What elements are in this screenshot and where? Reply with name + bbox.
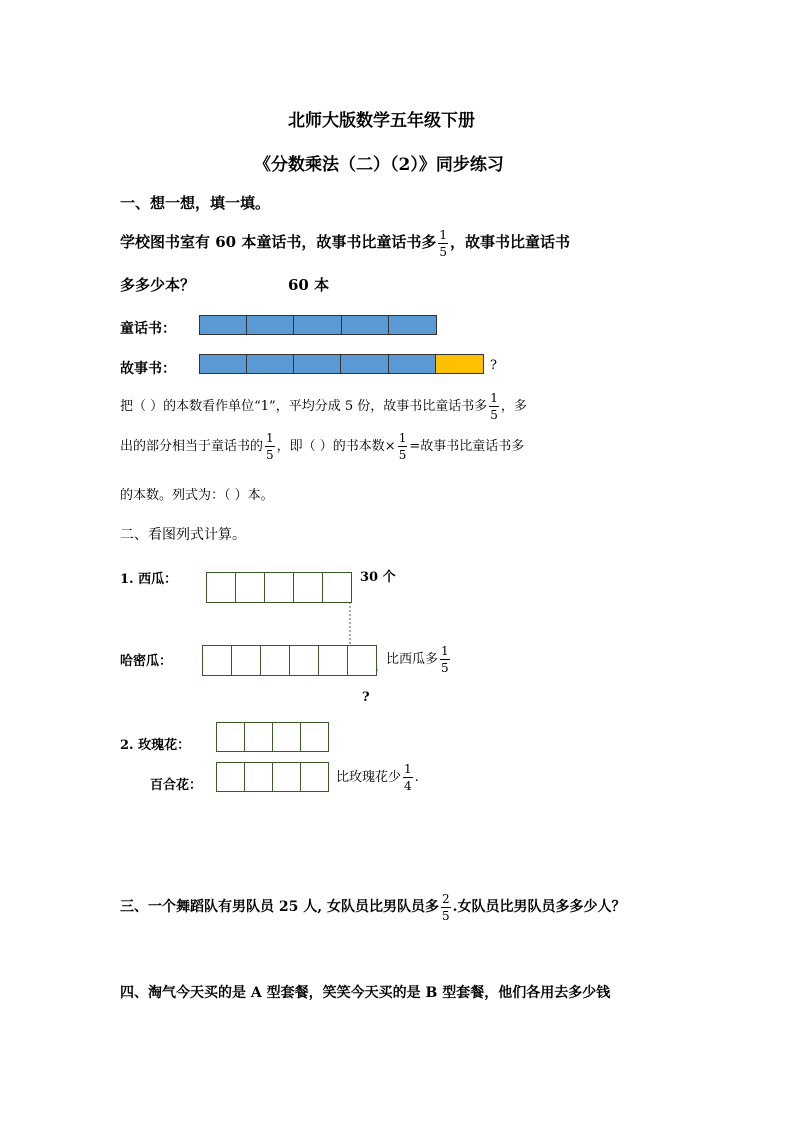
bar-segment (389, 355, 436, 373)
fill-line3: 的本数。列式为：（ ）本。 (120, 488, 274, 503)
compare-text: 比西瓜多 (386, 652, 439, 667)
box (235, 572, 265, 603)
box (206, 572, 236, 603)
box (264, 572, 294, 603)
bar-segment (341, 355, 388, 373)
fill-text-c: 出的部分相当于童话书的 (120, 439, 264, 454)
fraction-one-fifth: $\frac{1}{5}$ (266, 431, 274, 462)
fraction-one-fourth: $\frac{1}{4}$ (404, 762, 412, 793)
fairy-tale-label: 童话书： (120, 321, 176, 337)
lily-boxes (216, 762, 328, 792)
cantaloupe-question-mark: ? (362, 690, 370, 705)
section3-text-b: .女队员比男队员多多少人？ (452, 899, 626, 915)
box (300, 722, 329, 752)
section4-question: 四、淘气今天买的是 A 型套餐，笑笑今天买的是 B 型套餐，他们各用去多少钱 (120, 985, 611, 1001)
box (216, 762, 245, 792)
box (318, 645, 348, 676)
watermelon-count: 30 个 (360, 570, 396, 585)
cantaloupe-boxes (202, 645, 376, 676)
section1-question-line1 (120, 224, 570, 260)
section3-text-a: 三、一个舞蹈队有男队员 25 人, 女队员比男队员多 (120, 899, 439, 915)
section1-heading: 一、想一想，填一填。 (120, 194, 271, 212)
box (272, 722, 301, 752)
box (244, 762, 273, 792)
lily-compare (336, 758, 419, 798)
fill-text-a: 把（ ）的本数看作单位“1”，平均分成 5 份，故事书比童话书多 (120, 399, 488, 414)
bar-segment (247, 355, 294, 373)
watermelon-label: 1. 西瓜： (120, 572, 178, 587)
box (272, 762, 301, 792)
box (231, 645, 261, 676)
compare-text: 比玫瑰花少 (336, 770, 402, 785)
bar-segment (200, 316, 247, 334)
bar-segment (200, 355, 247, 373)
fraction-two-fifths: $\frac{2}{5}$ (441, 891, 450, 923)
fraction-one-fifth: $\frac{1}{5}$ (398, 431, 407, 462)
section3-question (120, 888, 626, 926)
section1-question-line2: 多多少本？ (120, 276, 196, 294)
box-extra (300, 762, 329, 792)
cantaloupe-label: 哈密瓜： (120, 654, 173, 669)
bar-segment (389, 316, 436, 334)
box (216, 722, 245, 752)
story-book-bar (199, 354, 484, 374)
question-text-a: 学校图书室有 60 本童话书，故事书比童话书多 (120, 233, 437, 251)
fraction-one-fifth: $\frac{1}{5}$ (490, 391, 498, 422)
box (260, 645, 290, 676)
bar-segment (247, 316, 294, 334)
fill-text-b: ，多 (500, 399, 527, 414)
box-extra (347, 645, 377, 676)
story-book-label: 故事书： (120, 361, 176, 377)
box (293, 572, 323, 603)
fraction-one-fifth: $\frac{1}{5}$ (439, 227, 447, 259)
cantaloupe-compare (386, 640, 452, 680)
rose-label: 2. 玫瑰花： (120, 738, 191, 753)
fill-text-d: ，即（ ）的书本数× (276, 439, 396, 454)
bar-segment-extra (436, 355, 483, 373)
page-subtitle: 《分数乘法（二）（2）》同步练习 (254, 155, 504, 175)
fairy-tale-bar (199, 315, 437, 335)
box (289, 645, 319, 676)
rose-boxes (216, 722, 328, 752)
bar-segment (294, 355, 341, 373)
box (244, 722, 273, 752)
watermelon-boxes (206, 572, 351, 603)
bar-segment (294, 316, 341, 334)
question-text-b: ，故事书比童话书 (449, 233, 570, 251)
lily-label: 百合花： (150, 778, 203, 793)
fill-text-e: =故事书比童话书多 (409, 439, 525, 454)
period: . (414, 770, 419, 785)
fill-line1 (120, 390, 527, 424)
box (322, 572, 352, 603)
label-60-books: 60 本 (288, 276, 330, 294)
question-mark: ? (490, 358, 497, 373)
section2-heading: 二、看图列式计算。 (120, 527, 246, 543)
bar-segment (342, 316, 389, 334)
box (202, 645, 232, 676)
fraction-one-fifth: $\frac{1}{5}$ (441, 644, 449, 675)
fill-line2 (120, 430, 524, 464)
page-title: 北师大版数学五年级下册 (288, 111, 475, 131)
